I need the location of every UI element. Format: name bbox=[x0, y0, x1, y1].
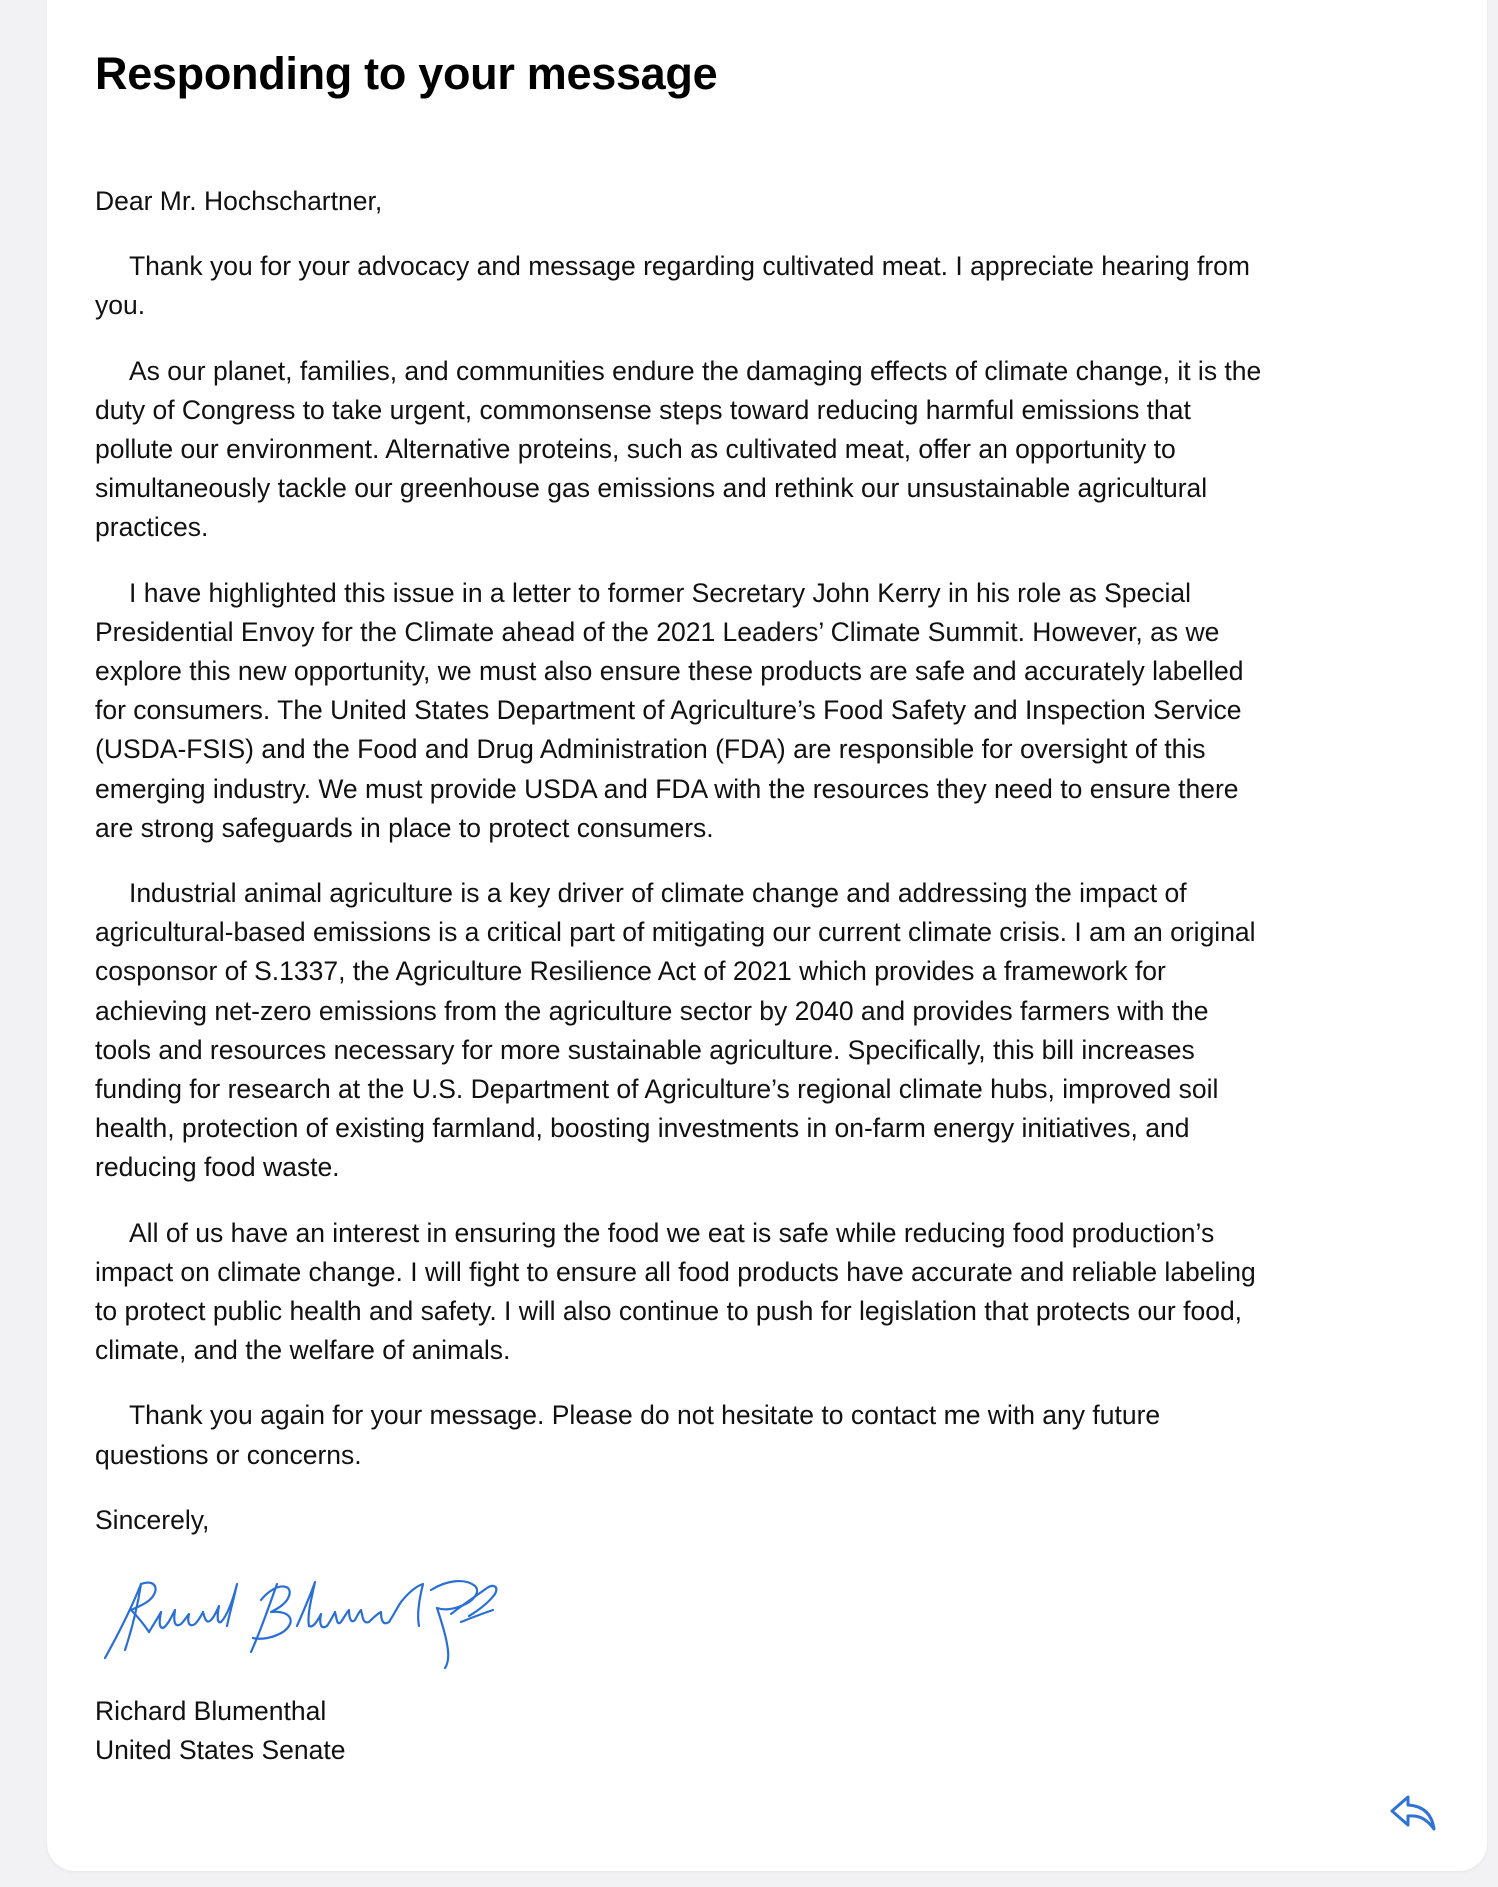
reply-button[interactable] bbox=[1383, 1788, 1443, 1838]
reply-arrow-icon bbox=[1388, 1791, 1438, 1835]
letter-paragraph: As our planet, families, and communities endure the damaging effects of climate change, it is the duty of Congress to take urgent, commonsense steps toward reducing harmful emissions that pollute our environment. Alternative proteins, such as cultivated meat, offer an opportunity to simultaneously tackle our greenhouse gas emissions and rethink our unsustainable agricultural practices. bbox=[95, 355, 1262, 543]
signer-name: Richard Blumenthal bbox=[95, 1696, 327, 1726]
letter-paragraph: I have highlighted this issue in a letter to former Secretary John Kerry in his role as Special Presidential Envoy for the Climate ahead of the 2021 Leaders’ Climate Summit. However, as we explore this new opportunity, we must also ensure these products are safe and accurately labelled for consumers. The United States Department of Agriculture’s Food Safety and Inspection Service (USDA-FSIS) and the Food and Drug Administration (FDA) are responsible for oversight of this emerging industry. We must provide USDA and FDA with the resources they need to ensure there are strong safeguards in place to protect consumers. bbox=[95, 577, 1244, 843]
letter-greeting: Dear Mr. Hochschartner, bbox=[95, 186, 383, 216]
letter-paragraph: All of us have an interest in ensuring the food we eat is safe while reducing food production’s impact on climate change. I will fight to ensure all food products have accurate and reliable labeling to protect public health and safety. I will also continue to push for legislation that protects our food, climate, and the welfare of animals. bbox=[95, 1217, 1256, 1366]
letter-paragraph: Thank you for your advocacy and message regarding cultivated meat. I appreciate hearing from you. bbox=[95, 251, 1250, 321]
message-card bbox=[47, 0, 1487, 1871]
handwritten-signature bbox=[101, 1570, 501, 1670]
letter-paragraph: Industrial animal agriculture is a key driver of climate change and addressing the impact of agricultural-based emissions is a critical part of mitigating our current climate crisis. I am an original cosponsor of S.1337, the Agriculture Resilience Act of 2021 which provides a framework for achieving net-zero emissions from the agriculture sector by 2040 and provides farmers with the tools and resources necessary for more sustainable agriculture. Specifically, this bill increases funding for research at the U.S. Department of Agriculture’s regional climate hubs, improved soil health, protection of existing farmland, boosting investments in on-farm energy initiatives, and reducing food waste. bbox=[95, 878, 1256, 1183]
letter-body bbox=[95, 182, 1265, 1566]
letter-closing: Sincerely, bbox=[95, 1504, 210, 1535]
letter-paragraph: Thank you again for your message. Please do not hesitate to contact me with any future questions or concerns. bbox=[95, 1400, 1161, 1470]
message-title: Responding to your message bbox=[95, 48, 718, 99]
signer-block bbox=[95, 1692, 345, 1770]
signer-organization: United States Senate bbox=[95, 1735, 346, 1766]
